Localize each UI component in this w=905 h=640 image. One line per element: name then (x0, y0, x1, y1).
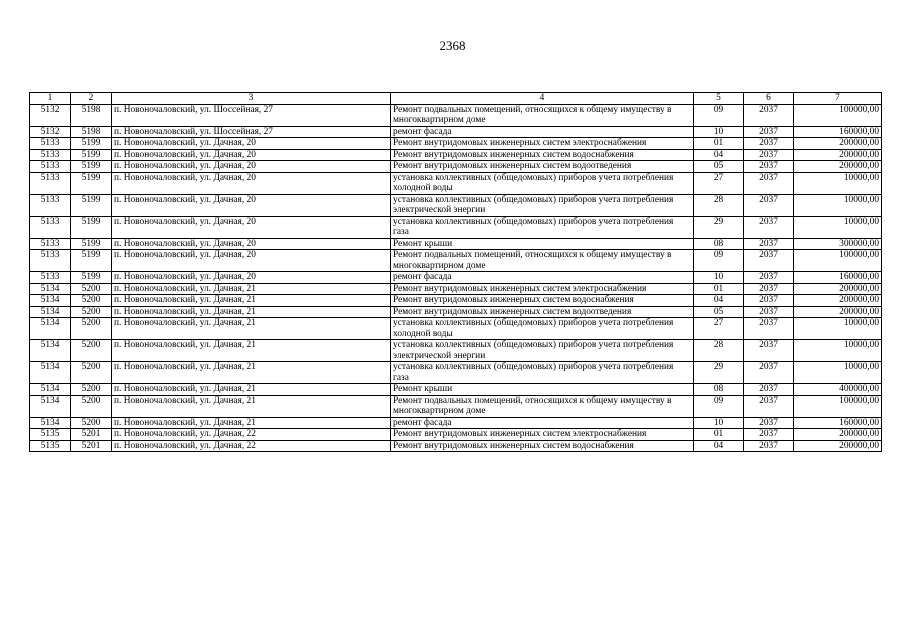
row-number-cell: 5133 (30, 272, 71, 284)
table-row (30, 238, 882, 250)
record-id-cell: 5199 (71, 250, 112, 272)
year-cell: 2037 (744, 272, 794, 284)
address-cell: п. Новоночаловский, ул. Дачная, 20 (112, 216, 391, 238)
address-cell: п. Новоночаловский, ул. Дачная, 20 (112, 172, 391, 194)
table-body (30, 104, 882, 452)
table-row (30, 149, 882, 161)
record-id-cell: 5198 (71, 126, 112, 138)
table-row (30, 340, 882, 362)
work-type-cell: Ремонт внутридомовых инженерных систем водоснабжения (391, 295, 694, 307)
work-code-cell: 10 (694, 417, 744, 429)
table-row (30, 429, 882, 441)
cost-cell: 200000,00 (794, 283, 882, 295)
work-code-cell: 27 (694, 172, 744, 194)
cost-cell: 10000,00 (794, 172, 882, 194)
record-id-cell: 5199 (71, 272, 112, 284)
row-number-cell: 5133 (30, 149, 71, 161)
record-id-cell: 5200 (71, 306, 112, 318)
year-cell: 2037 (744, 340, 794, 362)
work-type-cell: Ремонт внутридомовых инженерных систем электроснабжения (391, 138, 694, 150)
year-cell: 2037 (744, 149, 794, 161)
year-cell: 2037 (744, 318, 794, 340)
record-id-cell: 5200 (71, 395, 112, 417)
work-code-cell: 05 (694, 161, 744, 173)
table-row (30, 138, 882, 150)
work-code-cell: 28 (694, 194, 744, 216)
record-id-cell: 5199 (71, 161, 112, 173)
address-cell: п. Новоночаловский, ул. Дачная, 21 (112, 283, 391, 295)
record-id-cell: 5199 (71, 238, 112, 250)
cost-cell: 100000,00 (794, 395, 882, 417)
address-cell: п. Новоночаловский, ул. Дачная, 21 (112, 306, 391, 318)
work-type-cell: Ремонт внутридомовых инженерных систем водоотведения (391, 306, 694, 318)
row-number-cell: 5133 (30, 194, 71, 216)
record-id-cell: 5200 (71, 362, 112, 384)
address-cell: п. Новоночаловский, ул. Дачная, 20 (112, 161, 391, 173)
year-cell: 2037 (744, 138, 794, 150)
cost-cell: 160000,00 (794, 272, 882, 284)
year-cell: 2037 (744, 362, 794, 384)
work-code-cell: 05 (694, 306, 744, 318)
year-cell: 2037 (744, 216, 794, 238)
table-row (30, 417, 882, 429)
work-type-cell: установка коллективных (общедомовых) приборов учета потребления газа (391, 362, 694, 384)
table-row (30, 362, 882, 384)
table-row (30, 318, 882, 340)
work-code-cell: 29 (694, 362, 744, 384)
cost-cell: 200000,00 (794, 429, 882, 441)
address-cell: п. Новоночаловский, ул. Дачная, 20 (112, 149, 391, 161)
cost-cell: 10000,00 (794, 362, 882, 384)
column-header: 6 (744, 93, 794, 105)
work-type-cell: Ремонт подвальных помещений, относящихся к общему имуществу в многоквартирном доме (391, 104, 694, 126)
row-number-cell: 5133 (30, 216, 71, 238)
row-number-cell: 5134 (30, 283, 71, 295)
table-row (30, 395, 882, 417)
year-cell: 2037 (744, 238, 794, 250)
year-cell: 2037 (744, 104, 794, 126)
record-id-cell: 5198 (71, 104, 112, 126)
record-id-cell: 5199 (71, 149, 112, 161)
record-id-cell: 5201 (71, 429, 112, 441)
address-cell: п. Новоночаловский, ул. Дачная, 20 (112, 238, 391, 250)
year-cell: 2037 (744, 417, 794, 429)
year-cell: 2037 (744, 161, 794, 173)
work-code-cell: 04 (694, 440, 744, 452)
column-header: 2 (71, 93, 112, 105)
row-number-cell: 5134 (30, 295, 71, 307)
address-cell: п. Новоночаловский, ул. Дачная, 21 (112, 395, 391, 417)
record-id-cell: 5200 (71, 318, 112, 340)
row-number-cell: 5134 (30, 384, 71, 396)
row-number-cell: 5134 (30, 362, 71, 384)
work-type-cell: Ремонт подвальных помещений, относящихся к общему имуществу в многоквартирном доме (391, 250, 694, 272)
record-id-cell: 5199 (71, 194, 112, 216)
address-cell: п. Новоночаловский, ул. Дачная, 20 (112, 138, 391, 150)
record-id-cell: 5200 (71, 417, 112, 429)
work-type-cell: установка коллективных (общедомовых) приборов учета потребления холодной воды (391, 172, 694, 194)
record-id-cell: 5200 (71, 340, 112, 362)
work-type-cell: Ремонт внутридомовых инженерных систем электроснабжения (391, 283, 694, 295)
work-code-cell: 08 (694, 384, 744, 396)
work-code-cell: 09 (694, 104, 744, 126)
address-cell: п. Новоночаловский, ул. Дачная, 20 (112, 272, 391, 284)
cost-cell: 200000,00 (794, 149, 882, 161)
column-header: 3 (112, 93, 391, 105)
repair-registry-table (29, 92, 882, 452)
table-row (30, 272, 882, 284)
work-type-cell: Ремонт внутридомовых инженерных систем водоснабжения (391, 149, 694, 161)
table-row (30, 440, 882, 452)
work-type-cell: установка коллективных (общедомовых) приборов учета потребления электрической энергии (391, 340, 694, 362)
row-number-cell: 5133 (30, 138, 71, 150)
year-cell: 2037 (744, 429, 794, 441)
work-code-cell: 08 (694, 238, 744, 250)
row-number-cell: 5133 (30, 238, 71, 250)
work-code-cell: 04 (694, 149, 744, 161)
table-row (30, 283, 882, 295)
work-type-cell: Ремонт подвальных помещений, относящихся к общему имуществу в многоквартирном доме (391, 395, 694, 417)
table-row (30, 216, 882, 238)
work-code-cell: 10 (694, 126, 744, 138)
cost-cell: 200000,00 (794, 161, 882, 173)
work-type-cell: ремонт фасада (391, 272, 694, 284)
work-code-cell: 28 (694, 340, 744, 362)
work-code-cell: 09 (694, 250, 744, 272)
column-header: 4 (391, 93, 694, 105)
year-cell: 2037 (744, 126, 794, 138)
work-code-cell: 09 (694, 395, 744, 417)
address-cell: п. Новоночаловский, ул. Дачная, 20 (112, 194, 391, 216)
cost-cell: 100000,00 (794, 250, 882, 272)
cost-cell: 10000,00 (794, 216, 882, 238)
cost-cell: 10000,00 (794, 194, 882, 216)
cost-cell: 10000,00 (794, 340, 882, 362)
address-cell: п. Новоночаловский, ул. Дачная, 21 (112, 417, 391, 429)
table-row (30, 306, 882, 318)
work-code-cell: 01 (694, 138, 744, 150)
address-cell: п. Новоночаловский, ул. Дачная, 21 (112, 295, 391, 307)
address-cell: п. Новоночаловский, ул. Дачная, 21 (112, 384, 391, 396)
column-header: 7 (794, 93, 882, 105)
year-cell: 2037 (744, 194, 794, 216)
work-type-cell: установка коллективных (общедомовых) приборов учета потребления холодной воды (391, 318, 694, 340)
column-header: 1 (30, 93, 71, 105)
address-cell: п. Новоночаловский, ул. Дачная, 21 (112, 318, 391, 340)
table-row (30, 126, 882, 138)
cost-cell: 200000,00 (794, 440, 882, 452)
work-type-cell: Ремонт внутридомовых инженерных систем водоснабжения (391, 440, 694, 452)
year-cell: 2037 (744, 250, 794, 272)
year-cell: 2037 (744, 306, 794, 318)
work-code-cell: 01 (694, 283, 744, 295)
table-row (30, 104, 882, 126)
table-row (30, 194, 882, 216)
work-type-cell: Ремонт крыши (391, 238, 694, 250)
address-cell: п. Новоночаловский, ул. Шоссейная, 27 (112, 126, 391, 138)
work-type-cell: ремонт фасада (391, 126, 694, 138)
record-id-cell: 5199 (71, 172, 112, 194)
table-row (30, 384, 882, 396)
row-number-cell: 5133 (30, 172, 71, 194)
row-number-cell: 5135 (30, 429, 71, 441)
record-id-cell: 5200 (71, 295, 112, 307)
record-id-cell: 5199 (71, 138, 112, 150)
table-row (30, 295, 882, 307)
row-number-cell: 5133 (30, 161, 71, 173)
table-row (30, 172, 882, 194)
column-header: 5 (694, 93, 744, 105)
work-code-cell: 04 (694, 295, 744, 307)
work-type-cell: Ремонт внутридомовых инженерных систем водоотведения (391, 161, 694, 173)
year-cell: 2037 (744, 172, 794, 194)
year-cell: 2037 (744, 395, 794, 417)
cost-cell: 200000,00 (794, 295, 882, 307)
work-code-cell: 29 (694, 216, 744, 238)
year-cell: 2037 (744, 283, 794, 295)
table-row (30, 250, 882, 272)
address-cell: п. Новоночаловский, ул. Дачная, 21 (112, 362, 391, 384)
row-number-cell: 5134 (30, 306, 71, 318)
work-type-cell: установка коллективных (общедомовых) приборов учета потребления электрической энергии (391, 194, 694, 216)
cost-cell: 200000,00 (794, 138, 882, 150)
address-cell: п. Новоночаловский, ул. Дачная, 22 (112, 440, 391, 452)
work-type-cell: Ремонт крыши (391, 384, 694, 396)
row-number-cell: 5133 (30, 250, 71, 272)
year-cell: 2037 (744, 295, 794, 307)
row-number-cell: 5134 (30, 395, 71, 417)
cost-cell: 10000,00 (794, 318, 882, 340)
row-number-cell: 5135 (30, 440, 71, 452)
address-cell: п. Новоночаловский, ул. Дачная, 22 (112, 429, 391, 441)
work-code-cell: 27 (694, 318, 744, 340)
cost-cell: 400000,00 (794, 384, 882, 396)
work-code-cell: 10 (694, 272, 744, 284)
cost-cell: 200000,00 (794, 306, 882, 318)
table-header-row (30, 93, 882, 105)
page-number: 2368 (439, 38, 466, 53)
row-number-cell: 5134 (30, 417, 71, 429)
cost-cell: 160000,00 (794, 417, 882, 429)
table-row (30, 161, 882, 173)
cost-cell: 100000,00 (794, 104, 882, 126)
cost-cell: 300000,00 (794, 238, 882, 250)
year-cell: 2037 (744, 440, 794, 452)
address-cell: п. Новоночаловский, ул. Шоссейная, 27 (112, 104, 391, 126)
year-cell: 2037 (744, 384, 794, 396)
record-id-cell: 5200 (71, 384, 112, 396)
row-number-cell: 5134 (30, 340, 71, 362)
record-id-cell: 5201 (71, 440, 112, 452)
work-type-cell: установка коллективных (общедомовых) приборов учета потребления газа (391, 216, 694, 238)
cost-cell: 160000,00 (794, 126, 882, 138)
record-id-cell: 5200 (71, 283, 112, 295)
address-cell: п. Новоночаловский, ул. Дачная, 21 (112, 340, 391, 362)
work-code-cell: 01 (694, 429, 744, 441)
address-cell: п. Новоночаловский, ул. Дачная, 20 (112, 250, 391, 272)
row-number-cell: 5132 (30, 126, 71, 138)
work-type-cell: Ремонт внутридомовых инженерных систем электроснабжения (391, 429, 694, 441)
row-number-cell: 5132 (30, 104, 71, 126)
work-type-cell: ремонт фасада (391, 417, 694, 429)
row-number-cell: 5134 (30, 318, 71, 340)
record-id-cell: 5199 (71, 216, 112, 238)
